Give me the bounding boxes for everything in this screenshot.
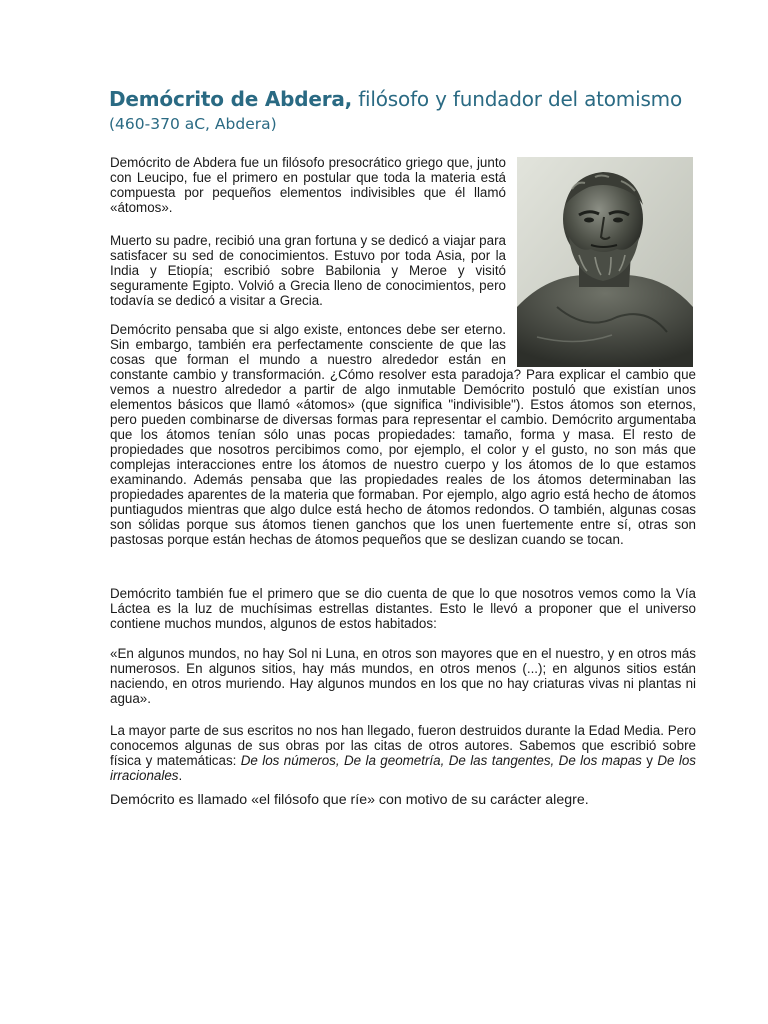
paragraph-atoms-block: [110, 322, 696, 547]
paragraph-atoms: Demócrito pensaba que si algo existe, entonces debe ser eterno. Sin embargo, también era perfectamente consciente de que las cosas que forman el mundo a nuestro alrededor están en constante cambio y transformación. ¿Cómo resolver esta paradoja? Para explicar el cambio que vemos a nuestro alrededor a partir de algo inmutable Demócrito postuló que existían unos elementos básicos que llamó «átomos» (que significa "indivisible"). Estos átomos son eternos, pero pueden combinarse de diversas formas para representar el cambio. Demócrito argumentaba que los átomos tenían sólo unas pocas propiedades: tamaño, forma y masa. El resto de propiedades que nosotros percibimos como, por ejemplo, el color y el gusto, no son más que complejas interacciones entre los átomos de nuestro cuerpo y los átomos de lo que estamos examinando. Además pensaba que las propiedades reales de los átomos determinaban las propiedades aparentes de la materia que formaban. Por ejemplo, algo agrio está hecho de átomos puntiagudos mientras que algo dulce está hecho de átomos redondos. O también, algunas cosas son sólidas porque sus átomos tienen ganchos que los unen fuertemente entre sí, otras son pastosas porque están hechas de átomos pequeños que se deslizan cuando se tocan.: [110, 322, 696, 547]
writings-text: La mayor parte de sus escritos no nos han llegado, fueron destruidos durante la Edad Media. Pero conocemos algunas de sus obras por las citas de otros autores. Sabemos que escribió sobre física y matemáticas:: [110, 723, 696, 768]
paragraph-milky-way: Demócrito también fue el primero que se dio cuenta de que lo que nosotros vemos como la Vía Láctea es la luz de muchísimas estrellas distantes. Esto le llevó a proponer que el universo contiene muchos mundos, algunos de estos habitados:: [110, 586, 696, 631]
page-title: [109, 86, 709, 112]
paragraph-travels: Muerto su padre, recibió una gran fortuna y se dedicó a viajar para satisfacer su sed de conocimientos. Estuvo por toda Asia, por la India y Etiopía; escribió sobre Babilonia y Meroe y visitó seguramente Egipto. Volvió a Grecia lleno de conocimientos, pero todavía se dedicó a visitar a Grecia.: [110, 233, 506, 308]
paragraph-intro: Demócrito de Abdera fue un filósofo presocrático griego que, junto con Leucipo, fue el primero en postular que toda la materia está compuesta por pequeños elementos indivisibles que él llamó «átomos».: [110, 155, 506, 215]
title-rest: filósofo y fundador del atomismo: [352, 87, 682, 111]
paragraph-laughing-philosopher: Demócrito es llamado «el filósofo que ríe» con motivo de su carácter alegre.: [110, 792, 589, 808]
works-list-b: De los irracionales: [110, 753, 696, 783]
paragraph-quote: «En algunos mundos, no hay Sol ni Luna, en otros son mayores que en el nuestro, y en otros más numerosos. En algunos sitios, hay más mundos, en otros menos (...); en algunos sitios están naciendo, en otros muriendo. Hay algunos mundos en los que no hay criaturas vivas ni plantas ni agua».: [110, 646, 696, 706]
title-name: Demócrito de Abdera,: [109, 87, 353, 111]
works-list-a: De los números, De la geometría, De las tangentes, De los mapas: [240, 753, 642, 768]
writings-end: .: [178, 768, 183, 783]
page-subtitle: (460-370 aC, Abdera): [109, 115, 277, 133]
image-wrap-spacer: [506, 322, 696, 367]
works-and: y: [641, 753, 658, 768]
paragraph-writings: [110, 723, 696, 783]
